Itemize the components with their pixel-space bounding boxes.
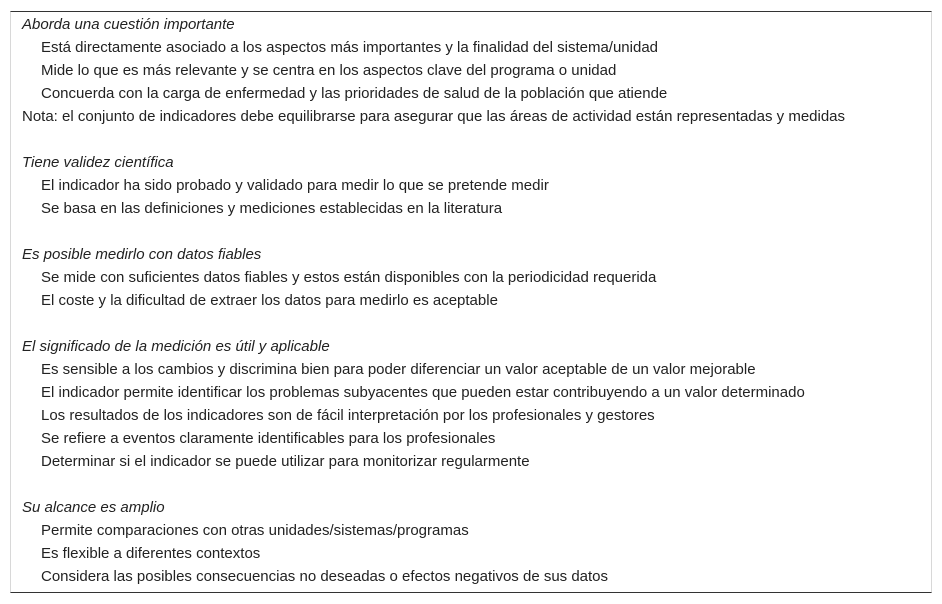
criterion-item: Está directamente asociado a los aspectos más importantes y la finalidad del sistema/unidad (41, 39, 658, 56)
section-heading-broad-scope: Su alcance es amplio (22, 499, 165, 516)
criterion-item: Es sensible a los cambios y discrimina bien para poder diferenciar un valor aceptable de un valor mejorable (41, 361, 756, 378)
section-note: Nota: el conjunto de indicadores debe equilibrarse para asegurar que las áreas de actividad están representadas y medidas (22, 108, 846, 125)
criterion-item: Determinar si el indicador se puede utilizar para monitorizar regularmente (41, 453, 530, 470)
criterion-item: Considera las posibles consecuencias no deseadas o efectos negativos de sus datos (41, 568, 609, 585)
criterion-item: Se basa en las definiciones y mediciones establecidas en la literatura (41, 200, 503, 217)
section-spacer (11, 220, 931, 243)
criteria-table-body (11, 12, 931, 588)
section-spacer (11, 312, 931, 335)
section-spacer (11, 473, 931, 496)
criterion-item: El coste y la dificultad de extraer los datos para medirlo es aceptable (41, 292, 498, 309)
criterion-item: Concuerda con la carga de enfermedad y las prioridades de salud de la población que atiende (41, 85, 668, 102)
criterion-item: Se mide con suficientes datos fiables y estos están disponibles con la periodicidad requerida (41, 269, 657, 286)
criterion-item: Mide lo que es más relevante y se centra en los aspectos clave del programa o unidad (41, 62, 617, 79)
criterion-item: Se refiere a eventos claramente identificables para los profesionales (41, 430, 496, 447)
section-heading-useful-meaning: El significado de la medición es útil y aplicable (22, 338, 330, 355)
criteria-table (10, 11, 932, 593)
section-heading-scientific-validity: Tiene validez científica (22, 154, 174, 171)
criterion-item: El indicador permite identificar los problemas subyacentes que pueden estar contribuyendo a un valor determinado (41, 384, 805, 401)
section-heading-important-issue: Aborda una cuestión importante (22, 16, 235, 33)
criterion-item: Es flexible a diferentes contextos (41, 545, 261, 562)
criterion-item: Los resultados de los indicadores son de fácil interpretación por los profesionales y gestores (41, 407, 655, 424)
criterion-item: El indicador ha sido probado y validado para medir lo que se pretende medir (41, 177, 549, 194)
section-heading-reliable-data: Es posible medirlo con datos fiables (22, 246, 262, 263)
section-spacer (11, 128, 931, 151)
criterion-item: Permite comparaciones con otras unidades/sistemas/programas (41, 522, 469, 539)
